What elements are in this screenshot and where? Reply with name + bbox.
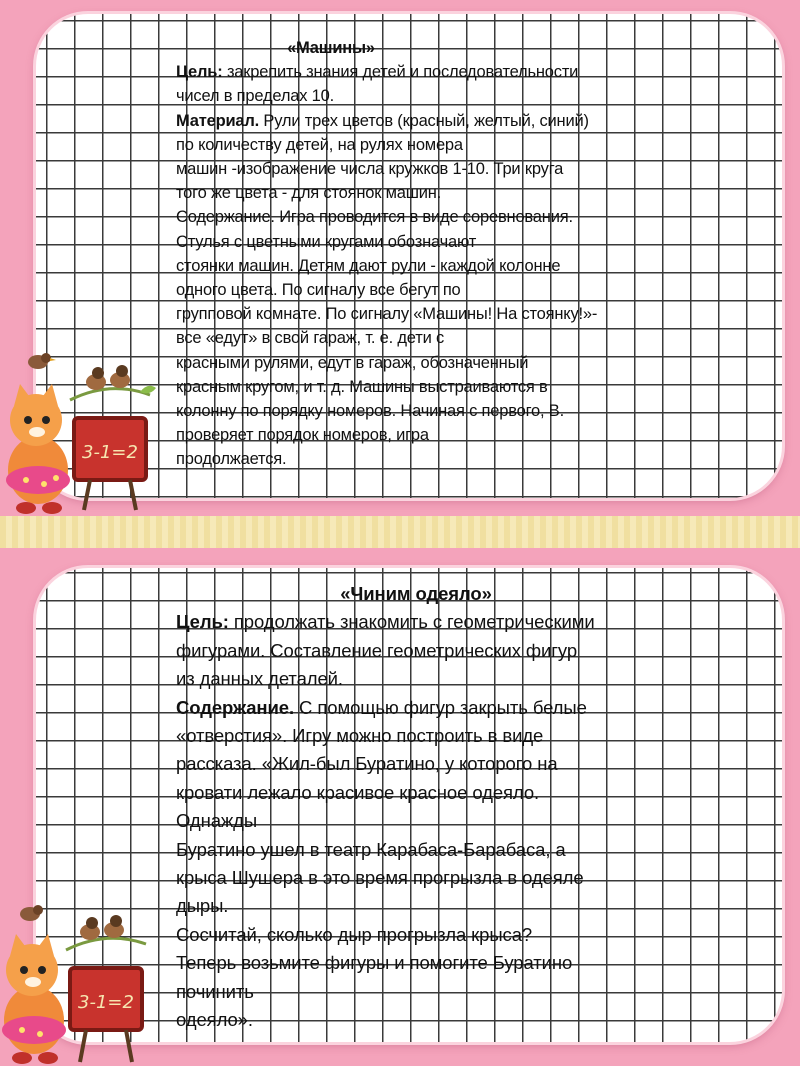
- game-title: «Машины»: [287, 39, 375, 57]
- line-text: все «едут» в свой гараж, т. е. дети с: [176, 329, 445, 348]
- text-line: [176, 722, 746, 750]
- text-line: [176, 423, 736, 447]
- text-line: [176, 1006, 746, 1034]
- bold-label: Цель:: [176, 611, 229, 633]
- line-text: того же цвета - для стоянок машин.: [176, 184, 442, 203]
- line-text: стоянки машин. Детям дают рули - каждой колонне: [176, 256, 561, 275]
- kitten-chalkboard-illustration: [0, 340, 170, 516]
- text-line: [176, 750, 746, 778]
- line-text: одеяло».: [176, 1009, 253, 1031]
- birds-on-branch-icon: [66, 915, 146, 950]
- line-text: Стулья с цветными кругами обозначают: [176, 232, 477, 251]
- text-line: [176, 254, 736, 278]
- svg-text:3-1=2: 3-1=2: [78, 992, 134, 1013]
- kitten-icon: [6, 384, 70, 514]
- text-line: [176, 375, 736, 399]
- line-text: рассказа. «Жил-был Буратино, у которого на: [176, 753, 558, 775]
- line-text: чисел в пределах 10.: [176, 87, 335, 106]
- line-text: красным кругом, и т. д. Машины выстраиваются в: [176, 377, 548, 396]
- line-text: починить: [176, 980, 254, 1002]
- line-text: групповой комнате. По сигналу «Машины! На стоянку!»-: [176, 305, 598, 324]
- kitten-chalkboard-illustration: [0, 894, 170, 1066]
- bold-label: Содержание.: [176, 696, 295, 718]
- slide-chinim-odeyalo: [0, 548, 800, 1066]
- text-line: [176, 864, 746, 892]
- text-line: [176, 278, 736, 302]
- line-text: С помощью фигур закрыть белые: [294, 696, 587, 718]
- text-line: [176, 779, 746, 807]
- line-text: колонну по порядку номеров. Начиная с первого, В.: [176, 402, 564, 421]
- text-lines: [176, 608, 746, 1034]
- line-text: из данных деталей.: [176, 668, 343, 690]
- slide-mashiny: [0, 0, 800, 516]
- text-lines: [176, 60, 736, 471]
- text-line: [176, 181, 736, 205]
- line-text: проверяет порядок номеров, игра: [176, 426, 429, 445]
- line-text: «отверстия». Игру можно построить в виде: [176, 725, 544, 747]
- text-line: [176, 60, 736, 84]
- card-text: [176, 580, 746, 1035]
- text-line: [176, 230, 736, 254]
- text-line: [176, 665, 746, 693]
- text-line: [176, 133, 736, 157]
- text-line: [176, 836, 746, 864]
- text-line: [176, 807, 746, 835]
- text-line: [176, 949, 746, 977]
- line-text: по количеству детей, на рулях номера: [176, 135, 463, 154]
- text-line: [176, 608, 746, 636]
- bold-label: Цель:: [176, 63, 223, 82]
- line-text: продолжать знакомить с геометрическими: [228, 611, 595, 633]
- game-title: «Чиним одеяло»: [340, 583, 492, 604]
- text-line: [176, 326, 736, 350]
- line-text: красными рулями, едут в гараж, обозначенный: [176, 353, 529, 372]
- line-text: продолжается.: [176, 450, 287, 469]
- bird-icon: [28, 353, 56, 369]
- bold-label: Материал.: [176, 111, 260, 130]
- birds-on-branch-icon: [70, 365, 156, 400]
- line-text: фигурами. Составление геометрических фигур: [176, 639, 578, 661]
- text-line: [176, 892, 746, 920]
- line-text: дыры.: [176, 895, 229, 917]
- text-line: [176, 447, 736, 471]
- line-text: Однажды: [176, 810, 258, 832]
- chalkboard-icon: [70, 968, 142, 1062]
- line-text: Сосчитай, сколько дыр прогрызла крыса?: [176, 923, 533, 945]
- line-text: Рули трех цветов (красный, желтый, синий): [259, 111, 589, 130]
- text-line: [176, 302, 736, 326]
- slide-divider: [0, 516, 800, 548]
- text-line: [176, 637, 746, 665]
- kitten-icon: [2, 934, 66, 1064]
- text-line: [176, 978, 746, 1006]
- line-text: Буратино ушел в театр Карабаса-Барабаса, а: [176, 838, 566, 860]
- line-text: машин -изображение числа кружков 1-10. Три круга: [176, 160, 564, 179]
- card-text: [176, 36, 736, 472]
- svg-text:3-1=2: 3-1=2: [82, 442, 138, 463]
- chalkboard-icon: [74, 418, 146, 510]
- text-line: [176, 205, 736, 229]
- line-text: кровати лежало красивое красное одеяло.: [176, 781, 540, 803]
- text-line: [176, 694, 746, 722]
- bird-icon: [20, 905, 43, 921]
- text-line: [176, 84, 736, 108]
- text-line: [176, 109, 736, 133]
- text-line: [176, 921, 746, 949]
- text-line: [176, 157, 736, 181]
- line-text: Теперь возьмите фигуры и помогите Буратино: [176, 952, 573, 974]
- text-line: [176, 351, 736, 375]
- line-text: крыса Шушера в это время прогрызла в одеяле: [176, 867, 584, 889]
- line-text: закрепить знания детей и последовательности: [222, 63, 579, 82]
- text-line: [176, 399, 736, 423]
- line-text: одного цвета. По сигналу все бегут по: [176, 281, 461, 300]
- line-text: Содержание. Игра проводится в виде соревнования.: [176, 208, 573, 227]
